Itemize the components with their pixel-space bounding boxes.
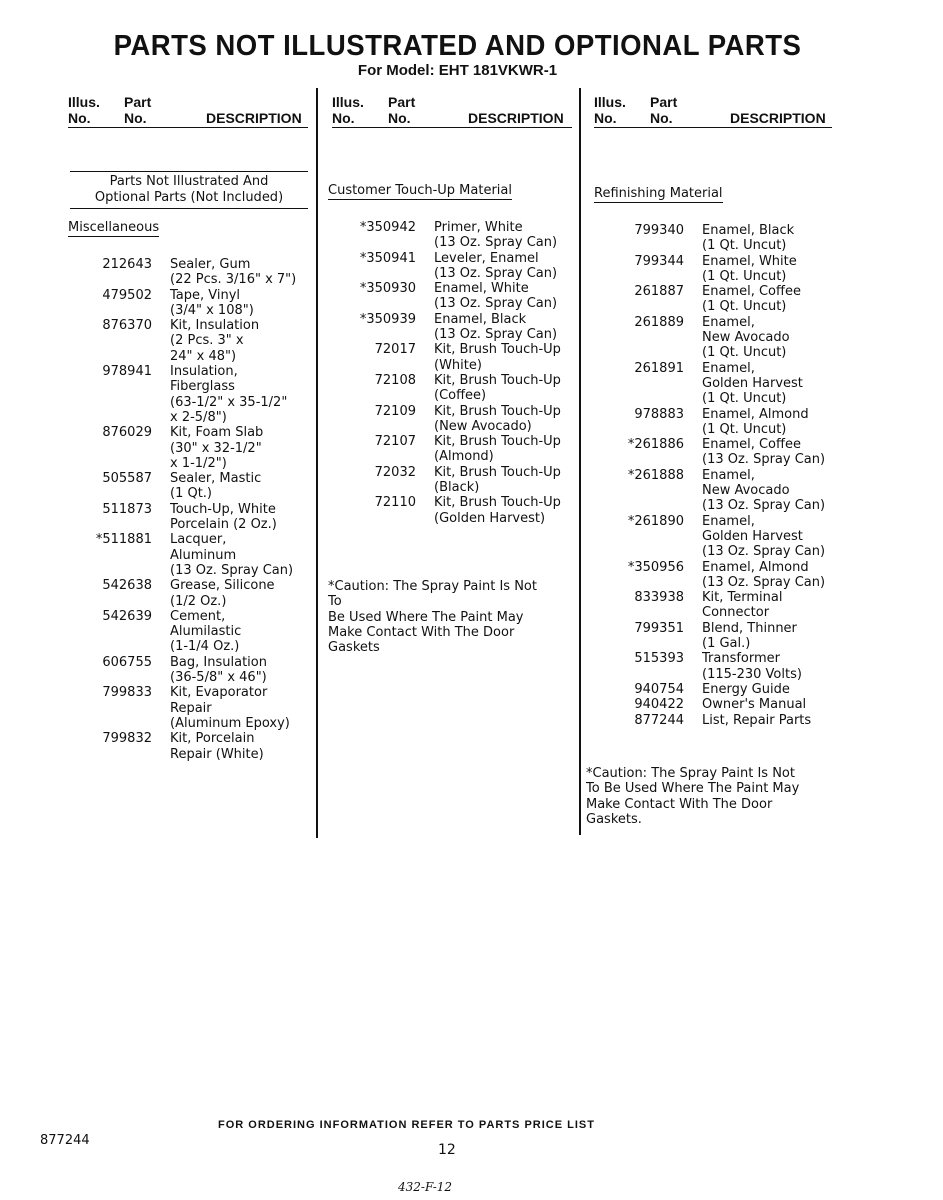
part-entry <box>60 364 296 425</box>
part-entry <box>588 514 825 560</box>
page-title: PARTS NOT ILLUSTRATED AND OPTIONAL PARTS <box>113 30 802 62</box>
part-number: *350939 <box>359 311 416 327</box>
part-description: Kit, Brush Touch-Up (New Avocado) <box>434 403 561 434</box>
part-number: 799833 <box>102 685 152 701</box>
section-refinishing <box>594 186 723 201</box>
part-number: 877244 <box>634 712 684 728</box>
handwritten-code: 432-F-12 <box>398 1180 453 1194</box>
part-description: Enamel, Almond (13 Oz. Spray Can) <box>702 559 826 590</box>
header-illus: Illus. <box>68 94 100 110</box>
header-description: DESCRIPTION <box>206 110 302 126</box>
header-description: DESCRIPTION <box>730 110 826 126</box>
part-entry <box>320 434 561 465</box>
part-number: *350956 <box>627 559 684 575</box>
part-description: Kit, Terminal Connector <box>702 590 783 621</box>
part-description: List, Repair Parts <box>702 712 812 728</box>
part-entry <box>588 651 825 682</box>
part-entry <box>588 407 825 438</box>
part-number: 799344 <box>634 253 684 269</box>
part-description: Tape, Vinyl (3/4" x 108") <box>170 287 254 318</box>
part-description: Kit, Brush Touch-Up (White) <box>434 342 561 373</box>
heading-rule <box>70 171 308 172</box>
part-entry <box>588 254 825 285</box>
part-description: Transformer (115-230 Volts) <box>702 651 802 682</box>
section-label: Refinishing Material <box>594 186 723 201</box>
header-no: No. <box>594 110 617 126</box>
part-number: 978883 <box>634 406 684 422</box>
part-entry <box>60 318 296 364</box>
part-number: 505587 <box>102 471 152 487</box>
part-description: Enamel, Coffee (1 Qt. Uncut) <box>702 284 801 315</box>
part-entry <box>588 713 825 728</box>
part-description: Primer, White (13 Oz. Spray Can) <box>434 220 558 251</box>
part-entry <box>588 437 825 468</box>
parts-list-misc <box>60 257 296 762</box>
part-description: Kit, Evaporator Repair (Aluminum Epoxy) <box>170 685 290 731</box>
header-part-number: No. <box>388 110 411 126</box>
section-miscellaneous <box>68 220 159 235</box>
part-description: Kit, Brush Touch-Up (Almond) <box>434 434 561 465</box>
part-number: 72110 <box>374 495 416 511</box>
part-description: Energy Guide <box>702 681 790 697</box>
part-description: Kit, Foam Slab (30" x 32-1/2" x 1-1/2") <box>170 425 264 471</box>
caution-note: *Caution: The Spray Paint Is Not To Be Used Where The Paint May Make Contact With The Door Gaskets <box>328 579 537 656</box>
part-entry <box>320 281 561 312</box>
part-description: Enamel, Almond (1 Qt. Uncut) <box>702 406 809 437</box>
part-entry <box>320 220 561 251</box>
part-description: Grease, Silicone (1/2 Oz.) <box>170 578 275 609</box>
part-number: 799832 <box>102 731 152 747</box>
part-number: 542639 <box>102 608 152 624</box>
model-subtitle: For Model: EHT 181VKWR-1 <box>357 62 558 79</box>
part-number: 876370 <box>102 318 152 334</box>
part-description: Touch-Up, White Porcelain (2 Oz.) <box>170 501 277 533</box>
header-part-number: No. <box>124 110 147 126</box>
part-description: Enamel, Golden Harvest (1 Qt. Uncut) <box>702 360 803 407</box>
part-number: 261891 <box>634 360 684 376</box>
parts-list-touch-up <box>320 220 561 526</box>
parts-list-refinishing <box>588 223 825 728</box>
part-number: 978941 <box>102 364 152 380</box>
part-number: *261888 <box>627 467 684 483</box>
part-number: *350942 <box>359 220 416 235</box>
part-description: Insulation, Fiberglass (63-1/2" x 35-1/2" x 2-5/8") <box>170 364 288 425</box>
part-number: *350941 <box>359 250 416 266</box>
part-number: 72017 <box>374 342 416 358</box>
part-number: 542638 <box>102 578 152 594</box>
header-part: Part <box>124 94 152 110</box>
header-part: Part <box>650 94 678 110</box>
header-divider <box>332 127 572 128</box>
part-entry <box>588 315 825 361</box>
part-entry <box>320 251 561 282</box>
header-no: No. <box>68 110 91 126</box>
part-number: *350930 <box>359 281 416 297</box>
part-description: Bag, Insulation (36-5/8" x 46") <box>170 654 267 686</box>
part-entry <box>588 468 825 514</box>
part-entry <box>320 312 561 343</box>
part-number: 940422 <box>634 697 684 713</box>
part-number: 72108 <box>374 372 416 388</box>
part-number: *261886 <box>627 437 684 453</box>
header-illus-no <box>594 94 626 126</box>
header-part-no <box>650 94 677 126</box>
part-number: 479502 <box>102 287 152 303</box>
part-entry <box>588 361 825 407</box>
part-number: 261889 <box>634 314 684 330</box>
part-entry <box>588 590 825 621</box>
part-entry <box>60 532 296 578</box>
part-number: 515393 <box>634 651 684 667</box>
part-number: 799351 <box>634 620 684 636</box>
page-number: 12 <box>438 1142 456 1158</box>
part-description: Cement, Alumilastic (1-1/4 Oz.) <box>170 608 242 655</box>
part-number: 72032 <box>374 464 416 480</box>
part-description: Kit, Brush Touch-Up (Golden Harvest) <box>434 495 561 526</box>
part-entry <box>60 609 296 655</box>
part-description: Kit, Porcelain Repair (White) <box>170 731 264 762</box>
header-part: Part <box>388 94 416 110</box>
section-heading-not-illustrated: Parts Not Illustrated And Optional Parts (Not Included) <box>70 174 308 209</box>
section-label: Miscellaneous <box>68 220 160 235</box>
header-divider <box>594 127 832 128</box>
part-entry <box>588 223 825 254</box>
part-entry <box>320 465 561 496</box>
part-entry <box>588 697 825 712</box>
header-description: DESCRIPTION <box>468 110 564 126</box>
part-number: *261890 <box>627 513 684 529</box>
header-illus: Illus. <box>332 94 364 110</box>
part-entry <box>60 731 296 762</box>
part-description: Enamel, Coffee (13 Oz. Spray Can) <box>702 437 826 468</box>
column-divider <box>316 88 318 838</box>
document-number: 877244 <box>40 1133 90 1148</box>
header-illus-no <box>68 94 100 126</box>
part-description: Enamel, New Avocado (1 Qt. Uncut) <box>702 314 790 361</box>
part-number: 72109 <box>374 403 416 419</box>
part-description: Enamel, White (1 Qt. Uncut) <box>702 253 797 284</box>
section-customer-touch-up <box>328 183 512 198</box>
part-entry <box>320 373 561 404</box>
part-entry <box>60 655 296 686</box>
part-description: Leveler, Enamel (13 Oz. Spray Can) <box>434 250 558 281</box>
header-divider <box>68 127 308 128</box>
part-entry <box>60 471 296 502</box>
part-description: Sealer, Gum (22 Pcs. 3/16" x 7") <box>170 257 297 288</box>
header-part-number: No. <box>650 110 673 126</box>
part-number: 261887 <box>634 284 684 300</box>
header-part-no <box>388 94 415 126</box>
part-entry <box>320 342 561 373</box>
part-entry <box>588 560 825 591</box>
part-description: Kit, Brush Touch-Up (Coffee) <box>434 372 561 404</box>
header-no: No. <box>332 110 355 126</box>
column-divider <box>579 88 581 835</box>
part-description: Enamel, Black (13 Oz. Spray Can) <box>434 311 558 343</box>
part-entry <box>588 682 825 697</box>
part-number: 876029 <box>102 425 152 441</box>
part-description: Sealer, Mastic (1 Qt.) <box>170 471 262 502</box>
part-description: Owner's Manual <box>702 697 807 713</box>
part-entry <box>60 502 296 533</box>
part-entry <box>60 578 296 609</box>
part-entry <box>60 257 296 288</box>
part-description: Enamel, White (13 Oz. Spray Can) <box>434 281 558 312</box>
part-number: *511881 <box>95 532 152 548</box>
part-description: Kit, Insulation (2 Pcs. 3" x 24" x 48") <box>170 318 260 364</box>
part-entry <box>60 685 296 731</box>
header-illus: Illus. <box>594 94 626 110</box>
part-description: Lacquer, Aluminum (13 Oz. Spray Can) <box>170 532 294 578</box>
caution-note: *Caution: The Spray Paint Is Not To Be Used Where The Paint May Make Contact With The Door Gaskets. <box>586 766 800 827</box>
part-number: 212643 <box>102 257 152 272</box>
part-description: Enamel, Black (1 Qt. Uncut) <box>702 223 795 254</box>
header-illus-no <box>332 94 364 126</box>
part-entry <box>588 621 825 652</box>
part-description: Enamel, Golden Harvest (13 Oz. Spray Can) <box>702 513 826 560</box>
part-entry <box>60 425 296 471</box>
part-number: 511873 <box>102 501 152 517</box>
part-description: Blend, Thinner (1 Gal.) <box>702 620 797 652</box>
ordering-info: FOR ORDERING INFORMATION REFER TO PARTS PRICE LIST <box>218 1119 595 1131</box>
section-label: Customer Touch-Up Material <box>328 183 512 198</box>
part-number: 606755 <box>102 654 152 670</box>
part-number: 799340 <box>634 223 684 238</box>
part-number: 72107 <box>374 434 416 450</box>
part-entry <box>588 284 825 315</box>
part-entry <box>320 495 561 526</box>
part-description: Enamel, New Avocado (13 Oz. Spray Can) <box>702 467 826 514</box>
part-number: 833938 <box>634 590 684 606</box>
header-part-no <box>124 94 151 126</box>
part-description: Kit, Brush Touch-Up (Black) <box>434 464 561 496</box>
part-entry <box>60 288 296 319</box>
part-entry <box>320 404 561 435</box>
part-number: 940754 <box>634 681 684 697</box>
